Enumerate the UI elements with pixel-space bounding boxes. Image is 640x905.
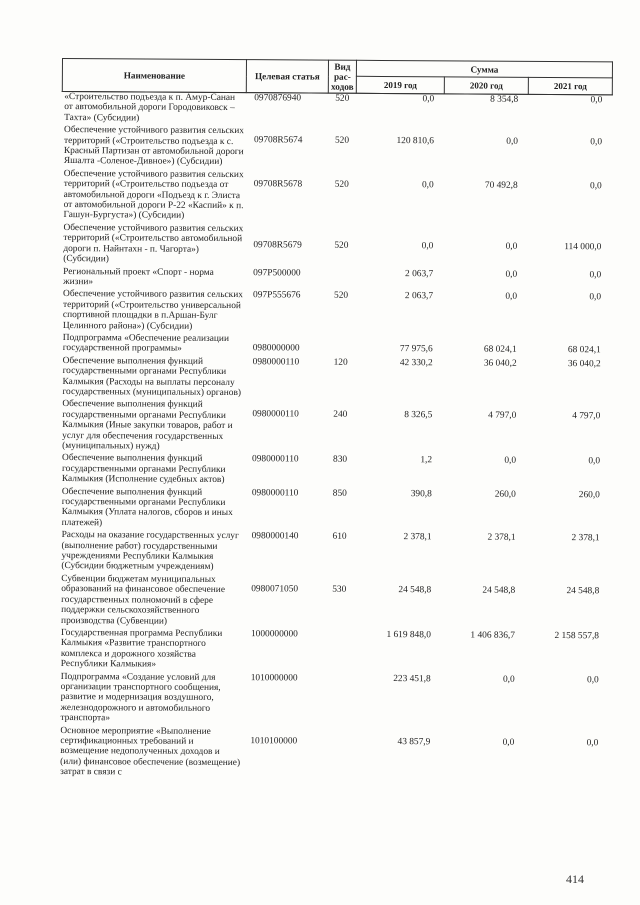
row-sum-2020: 24 548,8 — [482, 585, 516, 596]
row-expense-kind: 520 — [334, 179, 349, 190]
row-target-article: 1010100000 — [250, 735, 298, 747]
row-expense-kind: 610 — [332, 531, 347, 542]
row-sum-2021: 0,0 — [590, 95, 603, 106]
row-name: Расходы на оказание государственных услуг (выполнение работ) государственными учреждениями Республики Калмыкия (Субсидии бюджетным учреждениям) — [61, 530, 239, 573]
row-sum-2020: 70 492,8 — [484, 180, 518, 191]
table-row — [58, 726, 608, 783]
row-name: Обеспечение выполнения функций государственными органами Республики Калмыкия (Уплата налогов, сборов и иных платежей) — [61, 486, 233, 529]
row-name: Обеспечение устойчивого развития сельских территорий («Строительство автомобильной дороги п. Найнтахн - п. Чагорта») (Субсидии) — [63, 222, 244, 265]
row-sum-2021: 0,0 — [589, 292, 602, 303]
row-target-article: 0970876940 — [254, 93, 302, 104]
table-header — [62, 59, 612, 95]
row-target-article: 0980000000 — [252, 343, 300, 354]
row-name: Подпрограмма «Обеспечение реализации государственной программы» — [62, 332, 230, 355]
row-name: Государственная программа Республики Калмыкия «Развитие транспортного комплекса и дорожного хозяйства Республики Калмыкия» — [60, 627, 223, 670]
row-sum-2019: 2 378,1 — [403, 532, 432, 543]
row-sum-2020: 0,0 — [506, 136, 519, 148]
row-sum-2021: 260,0 — [578, 489, 600, 500]
row-sum-2020: 4 797,0 — [488, 410, 517, 422]
row-target-article: 09708R5678 — [253, 179, 303, 190]
row-name: «Строительство подъезда к п. Амур-Санан от автомобильной дороги Городовиковск – Тахта» (Субсидии) — [64, 92, 236, 124]
row-name: Обеспечение устойчивого развития сельских территорий («Строительство универсальной спортивной площадки в п.Аршан-Булг Целинного района») (Субсидии) — [62, 289, 243, 332]
row-target-article: 0980000140 — [251, 531, 299, 542]
row-sum-2020: 8 354,8 — [490, 94, 519, 105]
header-sum: Сумма — [356, 60, 612, 78]
row-sum-2020: 0,0 — [505, 292, 518, 303]
row-name: Обеспечение устойчивого развития сельских территорий («Строительство подъезда от автомобильной дороги «Подъезд к г. Элиста от автомобильной дороги Р-22 «Каспий» к п. Гашун-Бургуста») (Субсидии) — [63, 168, 244, 222]
row-sum-2019: 120 810,6 — [396, 136, 435, 147]
row-sum-2019: 0,0 — [422, 94, 435, 105]
row-sum-2020: 1 406 836,7 — [470, 630, 516, 641]
row-sum-2019: 42 330,2 — [399, 357, 433, 369]
row-sum-2021: 0,0 — [590, 181, 602, 192]
row-expense-kind: 830 — [332, 455, 348, 466]
row-target-article: 0980000110 — [252, 356, 300, 368]
row-expense-kind: 120 — [333, 357, 348, 368]
row-sum-2019: 390,8 — [410, 488, 432, 499]
row-sum-2021: 0,0 — [586, 674, 599, 685]
row-expense-kind — [325, 630, 353, 674]
row-target-article: 0980000110 — [252, 454, 299, 465]
row-sum-2019: 2 063,7 — [405, 268, 434, 279]
row-target-article: 09708R5674 — [253, 135, 303, 146]
header-year-2019: 2019 год — [356, 76, 444, 94]
row-sum-2021: 68 024,1 — [567, 345, 601, 356]
row-expense-kind: 530 — [332, 584, 347, 595]
table-row — [62, 125, 612, 172]
row-sum-2021: 0,0 — [590, 137, 603, 148]
header-target-article: Целевая статья — [246, 60, 328, 94]
table-row — [60, 487, 610, 534]
row-sum-2019: 0,0 — [421, 180, 434, 191]
row-sum-2021: 0,0 — [586, 737, 599, 748]
row-sum-2019: 1,2 — [420, 455, 433, 466]
table-row — [61, 333, 611, 359]
header-year-2020: 2020 год — [444, 77, 528, 95]
row-sum-2020: 2 378,1 — [487, 532, 516, 544]
table-body — [58, 92, 612, 783]
budget-table — [58, 58, 613, 783]
row-sum-2021: 36 040,2 — [567, 358, 601, 370]
header-expense-kind: Вид рас-ходов — [328, 60, 356, 93]
row-name: Основное мероприятие «Выполнение сертификационных требований и возмещение недополученных доходов и (или) финансовое обеспечение (возмещение) затрат в связи с — [60, 725, 241, 778]
row-sum-2020: 0,0 — [502, 737, 515, 748]
row-sum-2020: 0,0 — [504, 456, 517, 467]
row-sum-2020: 36 040,2 — [483, 358, 517, 369]
row-name: Обеспечение выполнения функций государственными органами Республики Калмыкия (Иные закупки товаров, работ и услуг для обеспечения государственных (муниципальных) нужд) — [62, 399, 233, 452]
row-name: Обеспечение выполнения функций государственными органами Республики Калмыкия (Расходы на выплаты персоналу государственных (муниципальных) органов) — [62, 355, 242, 399]
table-row — [62, 92, 612, 129]
row-sum-2020: 68 024,1 — [483, 344, 517, 355]
header-year-2021: 2021 год — [528, 77, 612, 95]
row-sum-2020: 0,0 — [505, 269, 518, 280]
row-sum-2019: 1 619 848,0 — [386, 629, 432, 641]
header-name: Наименование — [62, 59, 246, 93]
table-row — [60, 453, 610, 490]
row-target-article: 0980071050 — [251, 584, 299, 595]
table-row — [58, 672, 608, 729]
row-sum-2021: 24 548,8 — [566, 585, 600, 597]
row-target-article: 1010000000 — [250, 672, 298, 683]
row-expense-kind: 520 — [334, 135, 350, 146]
row-name: Обеспечение выполнения функций государственными органами Республики Калмыкия (Исполнение судебных актов) — [61, 453, 226, 486]
page-number: 414 — [566, 872, 584, 886]
row-target-article: 1000000000 — [250, 629, 298, 640]
row-target-article: 0980000110 — [251, 487, 299, 499]
row-sum-2021: 2 158 557,8 — [554, 630, 600, 642]
row-sum-2021: 114 000,0 — [564, 241, 602, 253]
row-sum-2021: 2 378,1 — [571, 533, 600, 544]
row-target-article: 097P555676 — [253, 290, 301, 301]
row-expense-kind — [327, 335, 355, 358]
row-sum-2019: 77 975,6 — [399, 344, 433, 355]
row-expense-kind — [324, 673, 352, 727]
row-sum-2019: 24 548,8 — [398, 584, 432, 596]
row-expense-kind: 240 — [333, 410, 348, 421]
row-sum-2020: 0,0 — [502, 674, 515, 685]
row-name: Региональный проект «Спорт - норма жизни» — [63, 266, 214, 288]
table-row — [59, 574, 609, 631]
row-expense-kind — [327, 268, 355, 291]
table-row — [60, 356, 610, 403]
row-target-article: 0980000110 — [252, 409, 299, 420]
table-row — [59, 530, 609, 577]
row-sum-2021: 0,0 — [588, 456, 601, 467]
table-row — [60, 399, 610, 456]
row-expense-kind — [324, 727, 352, 781]
table-row — [61, 289, 611, 336]
table-row — [59, 628, 609, 675]
table-row — [61, 223, 611, 270]
row-target-article: 097P500000 — [253, 267, 301, 278]
document-page — [58, 58, 612, 783]
row-sum-2019: 0,0 — [421, 241, 434, 252]
row-name: Обеспечение устойчивого развития сельских территорий («Строительство подъезда к с. Красный Партизан от автомобильной дороги Яшалта -Соленое-Дивное») (Субсидии) — [63, 125, 244, 168]
table-row — [61, 169, 611, 226]
row-sum-2021: 0,0 — [589, 269, 602, 280]
row-sum-2019: 2 063,7 — [404, 291, 434, 302]
row-name: Субвенции бюджетам муниципальных образований на финансовое обеспечение государственных полномочий в сфере поддержки сельскохозяйственного производства (Субвенции) — [61, 573, 226, 627]
row-sum-2021: 4 797,0 — [572, 411, 601, 422]
row-expense-kind: 520 — [334, 240, 349, 251]
row-expense-kind: 850 — [332, 488, 347, 499]
row-sum-2020: 260,0 — [494, 489, 516, 500]
row-sum-2019: 8 326,5 — [404, 410, 433, 421]
row-expense-kind: 520 — [335, 93, 350, 104]
row-sum-2019: 43 857,9 — [397, 736, 431, 747]
row-target-article: 09708R5679 — [253, 240, 302, 251]
row-name: Подпрограмма «Создание условий для организации транспортного сообщения, развитие и модернизация воздушного, железнодорожного и автомобильного транспорта» — [60, 671, 221, 724]
row-sum-2020: 0,0 — [505, 241, 518, 252]
row-sum-2019: 223 451,8 — [393, 673, 431, 684]
row-expense-kind: 520 — [333, 290, 349, 302]
